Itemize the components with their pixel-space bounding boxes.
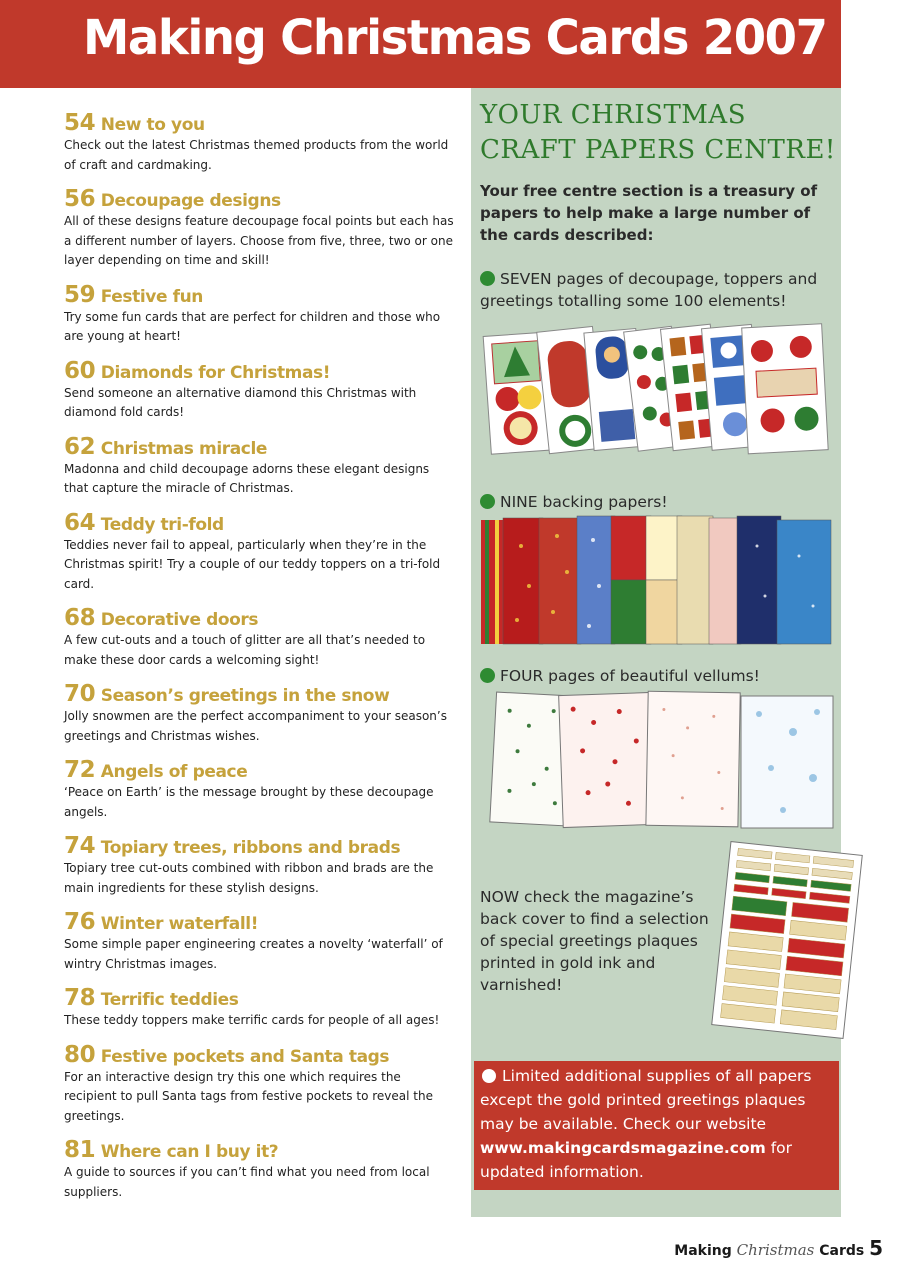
craft-papers-panel xyxy=(471,88,841,1217)
entry-description: A guide to sources if you can’t find what you need from local suppliers. xyxy=(64,1165,430,1199)
entry-page-number: 80 xyxy=(64,1041,96,1068)
contents-entry xyxy=(64,357,454,423)
bullet-dot-icon xyxy=(480,271,495,286)
entry-heading xyxy=(64,987,454,1011)
panel-intro: Your free centre section is a treasury of papers to help make a large number of the cards described: xyxy=(480,182,818,244)
contents-entry xyxy=(64,987,454,1031)
back-cover-note: NOW check the magazine’s back cover to find a selection of special greetings plaques printed in gold ink and varnished! xyxy=(480,888,709,994)
notice-text: Limited additional supplies of all papers except the gold printed greetings plaques may be available. Check our website xyxy=(480,1067,812,1133)
entry-title: Teddy tri-fold xyxy=(100,514,224,535)
entry-page-number: 76 xyxy=(64,909,96,935)
entry-heading xyxy=(64,1139,454,1163)
entry-heading xyxy=(64,835,454,859)
entry-page-number: 70 xyxy=(64,681,96,707)
decoupage-sheets-image xyxy=(481,320,831,465)
notice-dot-icon xyxy=(482,1069,496,1083)
greetings-plaques-image xyxy=(709,840,869,1040)
entry-heading xyxy=(64,683,454,707)
entry-heading xyxy=(64,112,454,136)
entry-description: Madonna and child decoupage adorns these elegant designs that capture the miracle of Christmas. xyxy=(64,461,430,495)
entry-description: These teddy toppers make terrific cards for people of all ages! xyxy=(64,1013,440,1027)
entry-description: Topiary tree cut-outs combined with ribbon and brads are the main ingredients for these stylish designs. xyxy=(64,861,434,895)
entry-page-number: 56 xyxy=(64,186,96,212)
entry-description: Check out the latest Christmas themed products from the world of craft and cardmaking. xyxy=(64,138,449,172)
header-banner xyxy=(0,0,841,88)
entry-title: Season’s greetings in the snow xyxy=(100,686,390,706)
entry-page-number: 54 xyxy=(64,110,96,136)
entry-title: Topiary trees, ribbons and brads xyxy=(100,838,401,858)
page-footer xyxy=(674,1236,883,1260)
entry-page-number: 62 xyxy=(64,433,96,460)
entry-page-number: 72 xyxy=(64,757,96,783)
contents-entry xyxy=(64,188,454,271)
bullet-dot-icon xyxy=(480,668,495,683)
footer-christmas: Christmas xyxy=(736,1241,815,1259)
bullet-vellums-text: FOUR pages of beautiful vellums! xyxy=(500,667,760,685)
entry-heading xyxy=(64,188,454,212)
entry-title: Terrific teddies xyxy=(100,990,239,1010)
contents-entry xyxy=(64,1139,454,1202)
entry-title: Decoupage designs xyxy=(100,191,281,211)
entry-title: Christmas miracle xyxy=(100,438,268,459)
availability-notice xyxy=(474,1061,839,1190)
entry-heading xyxy=(64,357,454,384)
entry-description: All of these designs feature decoupage focal points but each has a different number of layers. Choose from five, three, two or one layer depending on time and skill! xyxy=(64,214,454,267)
panel-title xyxy=(480,98,836,168)
contents-entry xyxy=(64,112,454,175)
panel-title-line2: CRAFT PAPERS CENTRE! xyxy=(480,135,836,165)
entry-title: Winter waterfall! xyxy=(100,914,259,934)
contents-entry xyxy=(64,835,454,898)
entry-description: ‘Peace on Earth’ is the message brought by these decoupage angels. xyxy=(64,785,434,819)
contents-entry xyxy=(64,433,454,499)
contents-entry xyxy=(64,281,454,347)
entry-page-number: 64 xyxy=(64,509,96,536)
contents-entry xyxy=(64,607,454,670)
contents-entry xyxy=(64,683,454,746)
notice-tail: for updated information. xyxy=(480,1139,793,1181)
entry-heading xyxy=(64,911,454,935)
entry-heading xyxy=(64,607,454,631)
panel-title-line1: YOUR CHRISTMAS xyxy=(480,100,747,130)
entry-description: Jolly snowmen are the perfect accompaniment to your season’s greetings and Christmas wishes. xyxy=(64,709,447,743)
entry-page-number: 81 xyxy=(64,1137,96,1163)
contents-entry xyxy=(64,759,454,822)
entry-description: Try some fun cards that are perfect for children and those who are young at heart! xyxy=(64,309,441,343)
entry-description: A few cut-outs and a touch of glitter are all that’s needed to make these door cards a welcoming sight! xyxy=(64,633,426,667)
entry-description: Teddies never fail to appeal, particularly when they’re in the Christmas spirit! Try a couple of our teddy toppers on a tri-fold card. xyxy=(64,537,441,591)
entry-title: Angels of peace xyxy=(100,762,248,782)
contents-entry xyxy=(64,911,454,974)
contents-entry xyxy=(64,509,454,595)
bullet-vellums xyxy=(480,665,835,687)
entry-page-number: 74 xyxy=(64,833,96,859)
entry-page-number: 78 xyxy=(64,985,96,1011)
bullet-backing xyxy=(480,491,835,513)
vellums-image xyxy=(487,692,837,832)
entry-page-number: 59 xyxy=(64,281,96,308)
entry-title: Decorative doors xyxy=(100,610,259,630)
entry-heading xyxy=(64,433,454,460)
entry-title: Where can I buy it? xyxy=(100,1142,279,1162)
entry-title: Diamonds for Christmas! xyxy=(100,362,331,383)
entry-title: Festive fun xyxy=(100,286,204,307)
page-title: Making Christmas Cards 2007 xyxy=(83,10,827,66)
footer-cards: Cards xyxy=(819,1243,865,1259)
entry-description: Send someone an alternative diamond this Christmas with diamond fold cards! xyxy=(64,385,417,419)
contents-list xyxy=(64,112,454,1215)
entry-heading xyxy=(64,1041,454,1068)
bullet-dot-icon xyxy=(480,494,495,509)
entry-title: Festive pockets and Santa tags xyxy=(100,1046,390,1067)
entry-title: New to you xyxy=(100,115,205,135)
entry-description: Some simple paper engineering creates a novelty ‘waterfall’ of wintry Christmas images. xyxy=(64,937,443,971)
bullet-backing-text: NINE backing papers! xyxy=(500,493,668,511)
entry-heading xyxy=(64,759,454,783)
entry-page-number: 60 xyxy=(64,357,96,384)
page-number: 5 xyxy=(869,1236,883,1260)
footer-making: Making xyxy=(674,1243,732,1259)
bullet-decoupage-text: SEVEN pages of decoupage, toppers and greetings totalling some 100 elements! xyxy=(480,270,818,310)
backing-papers-image xyxy=(481,516,836,648)
entry-heading xyxy=(64,509,454,536)
entry-page-number: 68 xyxy=(64,605,96,631)
bullet-decoupage xyxy=(480,268,835,312)
website-link[interactable]: www.makingcardsmagazine.com xyxy=(480,1139,766,1157)
entry-description: For an interactive design try this one which requires the recipient to pull Santa tags from festive pockets to reveal the greetings. xyxy=(64,1069,433,1123)
entry-heading xyxy=(64,281,454,308)
contents-entry xyxy=(64,1041,454,1127)
